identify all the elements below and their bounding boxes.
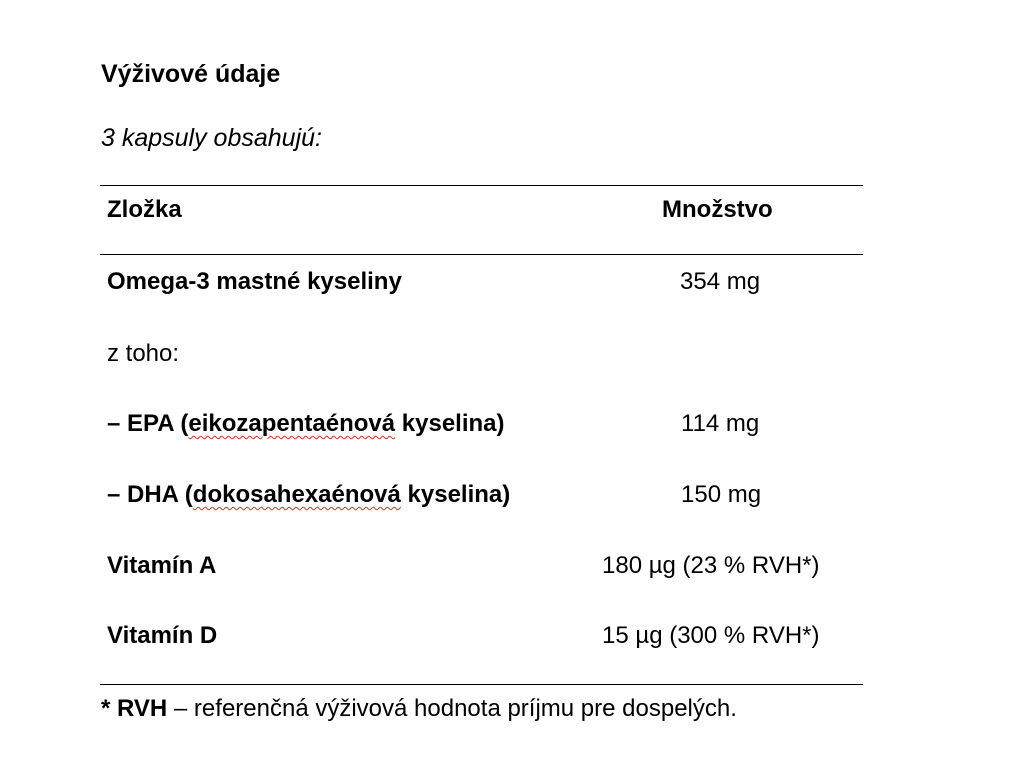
row-name bbox=[107, 410, 505, 438]
row-name: Omega-3 mastné kyseliny bbox=[107, 268, 402, 295]
footnote bbox=[101, 695, 737, 723]
spellcheck-term: dokosahexaénová bbox=[192, 481, 401, 508]
header-amount: Množstvo bbox=[662, 196, 773, 223]
row-name-suffix: kyselina) bbox=[395, 410, 505, 437]
table-header-rule bbox=[100, 254, 863, 255]
row-amount: 114 mg bbox=[681, 410, 760, 437]
row-name: Vitamín D bbox=[107, 622, 218, 649]
row-amount: 150 mg bbox=[681, 481, 762, 508]
document-subtitle: 3 kapsuly obsahujú: bbox=[101, 124, 322, 152]
row-amount: 15 µg (300 % RVH*) bbox=[602, 622, 820, 649]
row-name-suffix: kyselina) bbox=[400, 481, 511, 508]
spellcheck-term: eikozapentaénová bbox=[188, 410, 396, 437]
footnote-text: – referenčná výživová hodnota príjmu pre dospelých. bbox=[167, 695, 737, 722]
row-name-prefix: – EPA ( bbox=[107, 410, 189, 437]
row-name: z toho: bbox=[107, 340, 180, 367]
row-name: Vitamín A bbox=[107, 552, 217, 579]
document-title: Výživové údaje bbox=[101, 60, 281, 88]
footnote-marker: * RVH bbox=[101, 695, 168, 722]
table-top-rule bbox=[100, 185, 863, 186]
row-amount: 180 µg (23 % RVH*) bbox=[602, 552, 820, 579]
row-amount: 354 mg bbox=[680, 268, 761, 295]
row-name-prefix: – DHA ( bbox=[107, 481, 193, 508]
row-name bbox=[107, 481, 510, 509]
header-component: Zložka bbox=[107, 196, 182, 223]
table-bottom-rule bbox=[100, 684, 863, 685]
